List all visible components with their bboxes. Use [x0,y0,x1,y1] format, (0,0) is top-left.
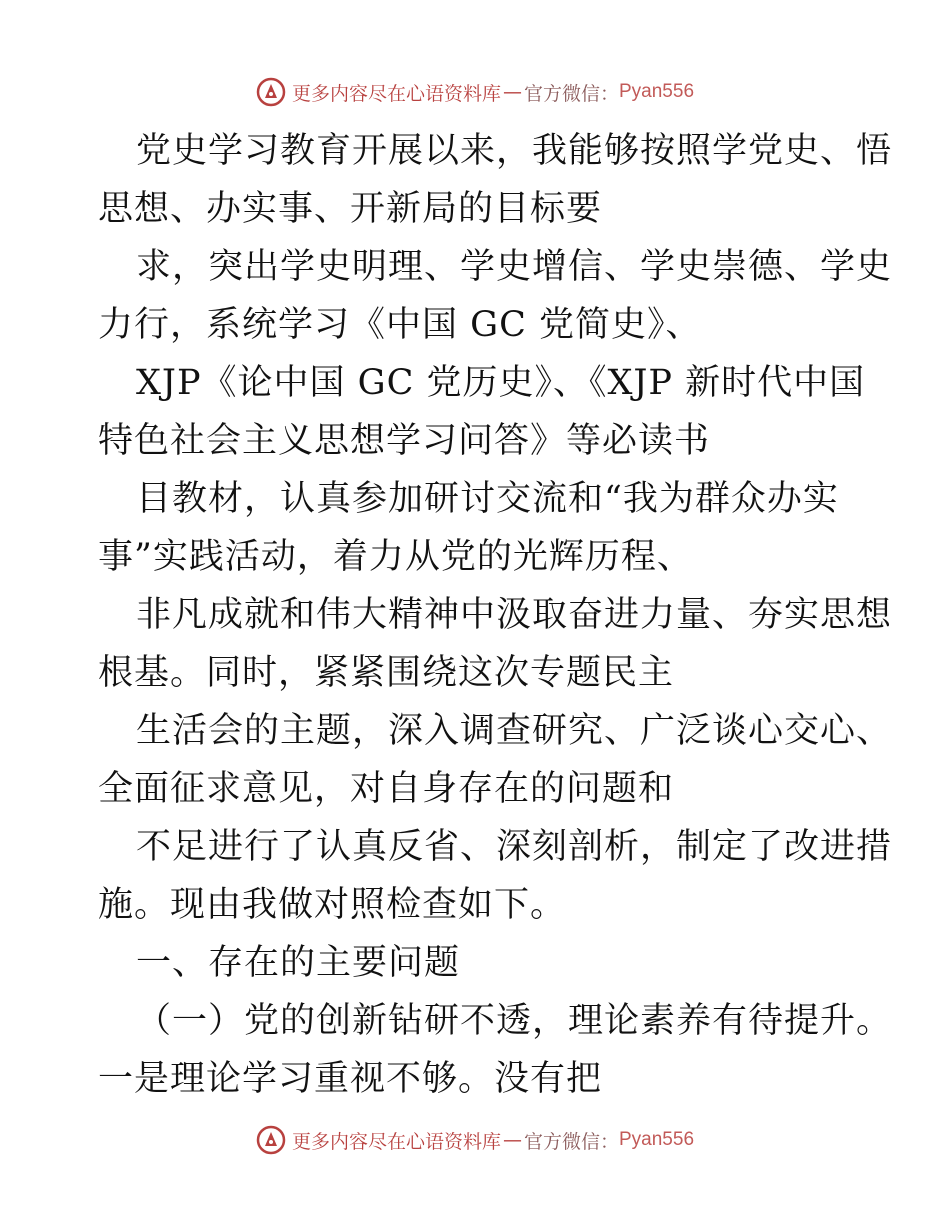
paragraph-line: 一是理论学习重视不够。没有把 [98,1059,603,1099]
subsection-heading: （一）党的创新钻研不透，理论素养有待提升。 [136,1001,893,1041]
paragraph-line: 事”实践活动，着力从党的光辉历程、 [98,537,693,577]
paragraph-line: 施。现由我做对照检查如下。 [98,885,567,925]
paragraph-line: 特色社会主义思想学习问答》等必读书 [98,421,711,461]
watermark-separator: — [502,81,522,103]
paragraph-line: 求，突出学史明理、学史增信、学史崇德、学史 [136,247,893,287]
footer-watermark [0,1120,950,1160]
watermark-wechat-id: Pyan556 [619,1129,695,1150]
watermark-wechat-label: 官方微信： [523,82,619,105]
watermark-main-text: 更多内容尽在心语资料库 [291,82,501,105]
paragraph-line: 党史学习教育开展以来，我能够按照学党史、悟 [136,131,893,171]
paragraph-line: 根基。同时，紧紧围绕这次专题民主 [98,653,675,693]
watermark-wechat-label: 官方微信： [523,1130,619,1153]
paragraph-line: 生活会的主题，深入调查研究、广泛谈心交心、 [136,711,893,751]
pen-nib-logo-icon [256,1125,286,1155]
paragraph-line: XJP《论中国 GC 党历史》、《XJP 新时代中国 [136,363,866,403]
watermark-wechat-id: Pyan556 [619,81,695,102]
paragraph-line: 非凡成就和伟大精神中汲取奋进力量、夯实思想 [136,595,893,635]
section-heading: 一、存在的主要问题 [136,943,461,983]
header-watermark [0,72,950,112]
paragraph-line: 全面征求意见，对自身存在的问题和 [98,769,675,809]
paragraph-line: 目教材，认真参加研讨交流和“我为群众办实 [136,479,839,519]
paragraph-line: 思想、办实事、开新局的目标要 [98,189,603,229]
paragraph-line: 力行，系统学习《中国 GC 党简史》、 [98,305,702,345]
watermark-main-text: 更多内容尽在心语资料库 [291,1130,501,1153]
pen-nib-logo-icon [256,77,286,107]
paragraph-line: 不足进行了认真反省、深刻剖析，制定了改进措 [136,827,893,867]
document-body [98,122,893,1108]
watermark-separator: — [502,1129,522,1151]
